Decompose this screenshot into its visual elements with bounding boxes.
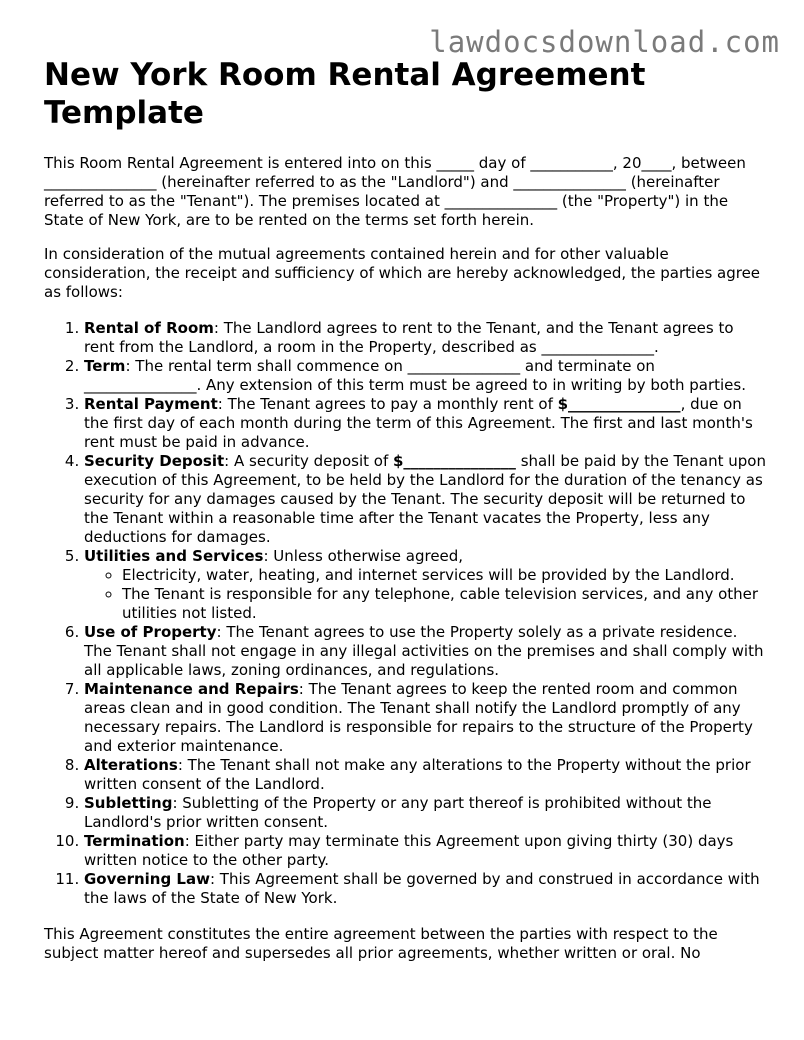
term-heading: Utilities and Services [84,547,264,565]
term-heading: Rental Payment [84,395,218,413]
utilities-subitem: ◦ Electricity, water, heating, and internet services will be provided by the Landlord. [122,566,766,585]
rent-amount-blank: $_______________ [557,395,681,413]
intro-paragraph: This Room Rental Agreement is entered into on this _____ day of ___________, 20____, between _______________ (hereinafter referred to as the "Landlord") and _______________ (hereinafter referred to as the "Tenant"). The premises located at _______________ (the "Property") in the State of New York, are to be rented on the terms set forth herein. [44,154,746,229]
term-text: , due on the first day of each month during the term of this Agreement. The first and last month's rent must be paid in advance. [84,395,753,451]
term-heading: Rental of Room [84,319,214,337]
term-text: : This Agreement shall be governed by and construed in accordance with the laws of the State of New York. [84,870,760,907]
term-subletting [84,794,766,832]
term-alterations [84,756,766,794]
term-maintenance-and-repairs [84,680,766,756]
term-text: : The Landlord agrees to rent to the Tenant, and the Tenant agrees to rent from the Landlord, a room in the Property, described as _______________. [84,319,734,356]
term-rental-of-room [84,319,766,357]
term-heading: Term [84,357,126,375]
watermark: lawdocsdownload.com [429,25,780,59]
term-heading: Subletting [84,794,173,812]
term-text: : The Tenant agrees to pay a monthly rent of [217,395,558,413]
term-use-of-property [84,623,766,680]
term-text: : The Tenant agrees to keep the rented room and common areas clean and in good condition. The Tenant shall notify the Landlord promptly of any necessary repairs. The Landlord is responsible for repairs to the structure of the Property and exterior maintenance. [84,680,753,755]
term-text: : Either party may terminate this Agreement upon giving thirty (30) days written notice to the other party. [84,832,734,869]
term-text: : Unless otherwise agreed, [263,547,464,565]
term-text: : Subletting of the Property or any part thereof is prohibited without the Landlord's prior written consent. [84,794,712,831]
document-title: New York Room Rental Agreement Template [44,57,646,131]
term-term [84,357,766,395]
term-text: : The Tenant agrees to use the Property solely as a private residence. The Tenant shall not engage in any illegal activities on the premises and shall comply with all applicable laws, zoning ordinances, and regulations. [84,623,764,679]
term-termination [84,832,766,870]
term-security-deposit [84,452,766,547]
term-heading: Termination [84,832,185,850]
term-text: : The Tenant shall not make any alterations to the Property without the prior written consent of the Landlord. [84,756,751,793]
term-heading: Governing Law [84,870,210,888]
term-heading: Use of Property [84,623,217,641]
utilities-subitem: ◦ The Tenant is responsible for any telephone, cable television services, and any other utilities not listed. [122,585,766,623]
term-text: : The rental term shall commence on _______________ and terminate on _______________. Any extension of this term must be agreed to in writing by both parties. [84,357,746,394]
term-text: : A security deposit of [224,452,393,470]
closing-paragraph: This Agreement constitutes the entire agreement between the parties with respect to the subject matter hereof and supersedes all prior agreements, whether written or oral. No [44,925,718,962]
term-rental-payment [84,395,766,452]
utilities-sublist [84,566,766,623]
term-governing-law [84,870,766,908]
document-page [44,56,766,963]
term-heading: Maintenance and Repairs [84,680,299,698]
terms-list [44,319,766,908]
consideration-paragraph: In consideration of the mutual agreements contained herein and for other valuable consideration, the receipt and sufficiency of which are hereby acknowledged, the parties agree as follows: [44,245,761,301]
term-utilities-and-services [84,547,766,623]
term-text: shall be paid by the Tenant upon execution of this Agreement, to be held by the Landlord for the duration of the tenancy as security for any damages caused by the Tenant. The security deposit will be returned to the Tenant within a reasonable time after the Tenant vacates the Property, less any deductions for damages. [84,452,766,546]
deposit-amount-blank: $_______________ [393,452,516,470]
term-heading: Alterations [84,756,178,774]
term-heading: Security Deposit [84,452,225,470]
